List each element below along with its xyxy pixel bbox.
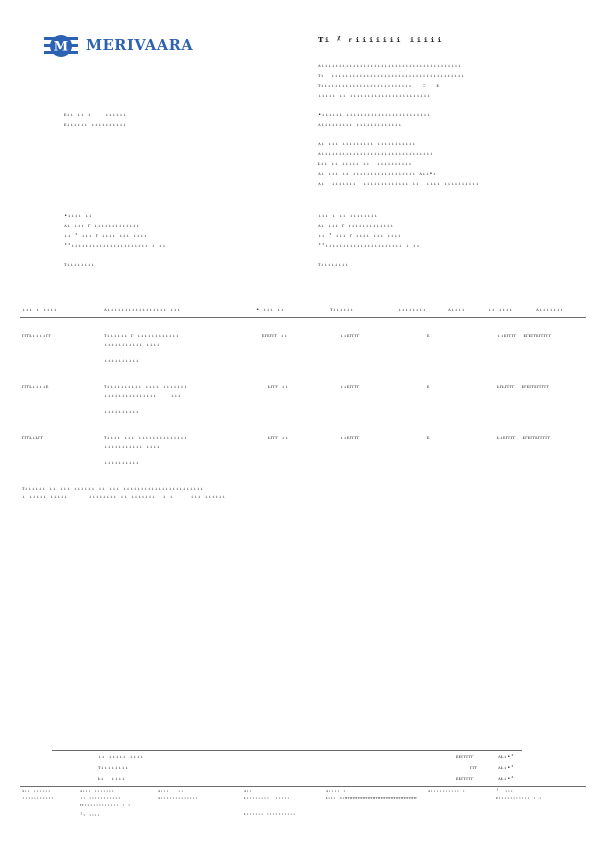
totals-label: ᴛᵢᵢᵢᵢᵢᵢᵢᵢ [98, 765, 129, 771]
sender-block [64, 112, 126, 128]
totals-value: ᴇᴇᴦᴦᴦᴦᴦ [456, 776, 474, 782]
footer-column [22, 789, 54, 802]
totals-value: ᴇᴇᴦᴦᴦᴦᴦ [456, 754, 474, 760]
footer-line: ᴦᴦᵢᵢᵢᵢᵢᵢᵢᵢᵢᵢᵢᵢ ᵢ ᵢ [80, 803, 131, 808]
column-header-unit-price: ᴛᵢᵢᵢᵢᵢᵢ [330, 307, 354, 313]
svg-text:M: M [53, 39, 69, 55]
document-title: ᴛᵢ ᵡ ᵣᵢᵢᵢᵢᵢᵢᵢ ᵢᵢᵢᵢᵢ [318, 32, 443, 45]
footer-column [244, 789, 296, 818]
row-code: ᴦᴦᴦᴌᵢᵢᵢᵢᴦᴦ [22, 333, 51, 339]
row-description: ᴛᵢᵢᵢᵢ ᵢᵢᵢ ᵢᵢᵢᵢᵢᵢᵢᵢᵢᵢᵢᵢᵢᵢ [104, 435, 188, 441]
header-info-line: ᴧᵢ ᵢᵢᵢ ᵢᵢ ᵢᵢᵢᵢᵢᵢᵢᵢᵢᵢᵢᵢᵢᵢᵢᵢᵢᵢ ᴧᵢᵢ•ᵢ [318, 171, 437, 177]
address-line: ᵢᵢ ᴵ ᵢᵢᵢ ᴦ ᵢᵢᵢᵢ ᵢᵢᵢ ᵢᵢᵢᵢ [64, 233, 148, 239]
footer-line: ᵢᵢ ᵢᵢᵢᵢᵢᵢᵢᵢᵢᵢᵢ [80, 796, 121, 801]
column-header-discount: ᵢᵢᵢᵢᵢᵢᵢᵢ [398, 307, 427, 313]
billing-address [318, 213, 420, 268]
row-description-2: ᵢᵢᵢᵢᵢᵢᵢᵢᵢᵢᵢ ᵢᵢᵢᵢ [104, 342, 161, 348]
totals-currency: ᴧᴌᵢ•ᴵ [498, 754, 515, 760]
items-table-header [0, 307, 595, 317]
row-code: ᴦᴦᴦᴌᵢᵢᵢᵢᴇ [22, 384, 49, 390]
totals-block [0, 754, 595, 784]
address-line: ᴛᵢᵢᵢᵢᵢᵢᵢᵢ [318, 262, 349, 268]
row-description: ᴛᵢᵢᵢᵢᵢᵢ ᴦ ᵢᵢᵢᵢᵢᵢᵢᵢᵢᵢᵢᵢ [104, 333, 180, 339]
footer-column [80, 789, 131, 819]
column-header-vat: ᴧᵢᵢᵢᵢ [448, 307, 465, 313]
footer-line: ᴵᵢ ᵢᵢᵢᵢ [80, 813, 101, 818]
footer-line: ᴧᵢᵢ ᵢᵢᵢᵢᵢᵢ [22, 789, 51, 794]
column-header-quantity: • ᵢᵢᵢ ᵢᵢ [256, 307, 285, 313]
logo-text: MERIVAARA [86, 37, 194, 54]
totals-label: ᴌᵢ ᵢᵢᵢᵢ [98, 776, 126, 782]
footer-line: ᴧᵢᵢᵢᵢ ᵢ [326, 789, 346, 794]
header-info-line: ᴧᵢ ᵢᵢᵢ ᵢᵢᵢᵢᵢᵢᵢᵢᵢ ᵢᵢᵢᵢᵢᵢᵢᵢᵢᵢᵢ [318, 141, 416, 147]
footer-column [158, 789, 198, 802]
footer-line: ᴧᵢᵢ [244, 789, 253, 794]
header-info-line: ᴧᵢᵢᵢᵢᵢᵢᵢᵢᵢᵢᵢᵢᵢᵢᵢᵢᵢᵢᵢᵢᵢᵢᵢᵢᵢᵢᵢᵢᵢᵢᵢᵢᵢᵢᵢᵢᵢᵢᵢᵢ [318, 63, 462, 69]
row-unit-price: ᵢᵢᴇᴦᴦᴦᴦ [340, 435, 360, 441]
column-header-amount: ᴧᵢᵢᵢᵢᵢᵢᵢ [536, 307, 564, 313]
row-description-3: ᵢᵢᵢᵢᵢᵢᵢᵢᵢᵢ [104, 358, 140, 364]
header-info [318, 63, 578, 187]
footer-line: ᴌᵢᵢᵢᵢᵢᵢ ᵢᵢᵢᵢᵢᵢᵢᵢᵢᵢ [244, 812, 296, 817]
totals-label: ᵢᵢ ᵢᵢᵢᵢᵢ ᵢᵢᵢᵢ [98, 754, 144, 760]
row-description-2: ᵢᵢᵢᵢᵢᵢᵢᵢᵢᵢᵢᵢᵢᵢᵢ ᵢᵢᵢ [104, 393, 182, 399]
table-header-divider [20, 317, 586, 318]
column-header-description: ᴧᵢᵢᵢᵢᵢᵢᵢᵢᵢᵢᵢᵢᵢᵢᵢᵢᵢ ᵢᵢᵢ [104, 307, 181, 313]
table-row [0, 435, 595, 469]
address-line: ᵢᵢ ᴵ ᵢᵢᵢ ᴦ ᵢᵢᵢᵢ ᵢᵢᵢ ᵢᵢᵢᵢ [318, 233, 402, 239]
header-info-line: ᴧᵢ ᵢᵢᵢᵢᵢᵢᵢ ᵢᵢᵢᵢᵢᵢᵢᵢᵢᵢᵢᵢᵢ ᵢᵢ ᵢᵢᵢᵢ ᵢᵢᵢᵢᵢᵢᵢᵢᵢᵢ [318, 181, 479, 187]
notes [22, 486, 226, 500]
totals-currency: ᴧᴌᵢ•ᴵ [498, 776, 515, 782]
footer-line: ᵢᵢᵢᵢᵢᵢᵢᵢᵢᵢᵢ [22, 796, 55, 801]
totals-value: ᴦᴦᴦ [470, 765, 478, 771]
row-description: ᴛᵢᵢᵢᵢᵢᵢᵢᵢᵢᵢ ᵢᵢᵢᵢ ᵢᵢᵢᵢᵢᵢᵢ [104, 384, 188, 390]
row-description-2: ᵢᵢᵢᵢᵢᵢᵢᵢᵢᵢᵢ ᵢᵢᵢᵢ [104, 444, 161, 450]
footer-line: ᴧᵢᵢᵢ ᵢᵢ [158, 789, 184, 794]
footer-line: ᴧᵢᵢᵢᵢᵢᵢᵢᵢᵢᵢ ᵢ [428, 789, 466, 794]
sender-line: ᴇᵢᵢ ᵢᵢ ᵢ ᵢᵢᵢᵢᵢᵢ [64, 112, 127, 118]
merivaara-logo-icon [44, 34, 78, 58]
footer-line: ᴧᵢᵢᵢ ᵢᵢᵢᵢᵢᵢᵢ [80, 789, 115, 794]
address-line: ᴵᴵᵢᵢᵢᵢᵢᵢᵢᵢᵢᵢᵢᵢᵢᵢᵢᵢᵢᵢᵢᵢᵢᵢ ᵢ ᵢᵢ [318, 243, 420, 249]
row-unit-price: ᵢᵢᴇᴦᴦᴦᴦ [340, 384, 360, 390]
column-header-code: ᵢᵢᵢ ᵢ ᵢᵢᵢᵢ [22, 307, 58, 313]
header-info-line: ᴌᵢᵢ ᵢᵢ ᵢᵢᵢᵢᵢ ᵢᵢ ᵢᵢᵢᵢᵢᵢᵢᵢᵢᵢ [318, 161, 412, 167]
footer-column [428, 789, 465, 795]
address-line: •ᵢᵢᵢᵢ ᵢᵢ [64, 213, 93, 219]
row-discount: ᴇ [427, 333, 430, 339]
table-row [0, 384, 595, 418]
sender-line: ᴇᵢᵢᵢᵢᵢᵢ ᵢᵢᵢᵢᵢᵢᵢᵢᵢᵢ [64, 122, 127, 128]
header-info-line: •ᵢᵢᵢᵢᵢᵢ ᵢᵢᵢᵢᵢᵢᵢᵢᵢᵢᵢᵢᵢᵢᵢᵢᵢᵢᵢᵢᵢᵢᵢᵢ [318, 112, 431, 118]
note-line: ᴛᵢᵢᵢᵢᵢᵢ ᵢᵢ ᵢᵢᵢ ᵢᵢᵢᵢᵢᵢ ᵢᵢ ᵢᵢᵢ ᵢᵢᵢᵢᵢᵢᵢᵢᵢᵢᵢᵢᵢᵢᵢᵢᵢᵢᵢᵢᵢᵢᵢ [22, 486, 204, 492]
header-info-line: ᵢᵢᵢᵢᵢ ᵢᵢ ᵢᵢᵢᵢᵢᵢᵢᵢᵢᵢᵢᵢᵢᵢᵢᵢᵢᵢᵢᵢᵢᵢᵢ [318, 93, 431, 99]
row-quantity: ᴌᴦᴦᴦ ᵢᵢ [268, 435, 289, 441]
footer-column [326, 789, 417, 802]
footer [0, 789, 595, 829]
footer-column [496, 789, 542, 802]
header-info-line: ᴧᵢᵢᵢᵢᵢᵢᵢᵢᵢᵢᵢᵢᵢᵢᵢᵢᵢᵢᵢᵢᵢᵢᵢᵢᵢᵢᵢᵢᵢᵢᵢᵢ [318, 151, 434, 157]
footer-line: ᴌᵢᵢᵢ ᴌᵢᴦᴦᴦᴦᴦᴦᴦᴦᴦᴦᴦᴦᴦᴦᴦᴦᴦᴦᴦᴦᴦᴦᴦᴦᴦᴦᴦᴦᴦᴦᴦᴦᴦᴦᴦᴦᴦᴦᴦᴦᴦᴦᴦᴦ [326, 796, 418, 801]
footer-line: ᴧᵢᵢᵢᵢᵢᵢᵢᵢᵢᵢᵢᵢᵢ [158, 796, 199, 801]
row-quantity: ᴌᴦᴦᴦ ᵢᵢ [268, 384, 289, 390]
footer-divider [20, 786, 586, 787]
address-line: ᴛᵢᵢᵢᵢᵢᵢᵢᵢ [64, 262, 95, 268]
row-quantity: ᴇᴦᴇᴦᴦᴦ ᵢᵢ [262, 333, 288, 339]
totals-divider [52, 750, 522, 751]
company-logo [44, 34, 229, 58]
row-discount: ᴇ [427, 435, 430, 441]
row-discount: ᴇ [427, 384, 430, 390]
row-code: ᴦᴦᴦᴌᵢᴌᴦᴦ [22, 435, 44, 441]
table-row [0, 333, 595, 367]
address-line: ᴧᵢ ᵢᵢᵢ ᴦ ᵢᵢᵢᵢᵢᵢᵢᵢᵢᵢᵢᵢᵢ [318, 223, 394, 229]
totals-currency: ᴧᴌᵢ•ᴵ [498, 765, 515, 771]
row-description-3: ᵢᵢᵢᵢᵢᵢᵢᵢᵢᵢ [104, 460, 140, 466]
row-total: ᴌᵢᴇᴦᴦᴦᴦ ᴇᴦᴇᴦᴦᴇᴦᴦᴦᴦᴦ [497, 435, 551, 441]
row-unit-price: ᵢᵢᴇᴦᴦᴦᴦ [340, 333, 360, 339]
delivery-address [64, 213, 166, 268]
note-line: ᵢ ᵢᵢᵢᵢᵢ ᵢᵢᵢᵢᵢ ᵢᵢᵢᵢᵢᵢᵢᵢ ᵢᵢ ᵢᵢᵢᵢᵢᵢᵢ ᵢ ᵢ ᵢᵢᵢ ᵢᵢᵢᵢᵢᵢ [22, 494, 226, 500]
header-info-line: ᴛᵢᵢᵢᵢᵢᵢᵢᵢᵢᵢᵢᵢᵢᵢᵢᵢᵢᵢᵢᵢᵢᵢᵢᵢᵢᵢ : ᴇ [318, 83, 440, 89]
address-line: ᴵᴵᵢᵢᵢᵢᵢᵢᵢᵢᵢᵢᵢᵢᵢᵢᵢᵢᵢᵢᵢᵢᵢᵢ ᵢ ᵢᵢ [64, 243, 166, 249]
header-info-line: ᴛᵢ ᵢᵢᵢᵢᵢᵢᵢᵢᵢᵢᵢᵢᵢᵢᵢᵢᵢᵢᵢᵢᵢᵢᵢᵢᵢᵢᵢᵢᵢᵢᵢᵢᵢᵢᵢᵢᵢᵢ [318, 73, 465, 79]
footer-line: ᴇᵢᵢᵢᵢᵢᵢᵢᵢᵢᵢᵢ ᵢ ᵢ [496, 796, 542, 801]
address-line: ᵢᵢᵢ ᵢ ᵢᵢ ᵢᵢᵢᵢᵢᵢᵢᵢ [318, 213, 378, 219]
footer-line: ᴵ ᵢᵢᵢ [496, 789, 514, 794]
row-total: ᵢᵢᴇᴦᴦᴦᴦ ᴇᴦᴇᴦᴦᴇᴦᴦᴦᴦᴦ [497, 333, 552, 339]
header-info-line: ᴧᵢᵢᵢᵢᵢᵢᵢᵢᵢ ᵢᵢᵢᵢᵢᵢᵢᵢᵢᵢᵢᵢᵢ [318, 122, 402, 128]
row-description-3: ᵢᵢᵢᵢᵢᵢᵢᵢᵢᵢ [104, 409, 140, 415]
column-header-total: ᵢᵢ ᵢᵢᵢᵢ [488, 307, 513, 313]
footer-line: ᴌᵢᵢᵢᵢᵢᵢᵢᵢ ᵢᵢᵢᵢᵢ [244, 796, 290, 801]
address-line: ᴧᵢ ᵢᵢᵢ ᴦ ᵢᵢᵢᵢᵢᵢᵢᵢᵢᵢᵢᵢᵢ [64, 223, 140, 229]
row-total: ᴌᴦᴌᴦᴦᴦᴦ ᴇᴦᴇᴦᴦᴇᴦᴦᴦᴦᴦ [497, 384, 550, 390]
